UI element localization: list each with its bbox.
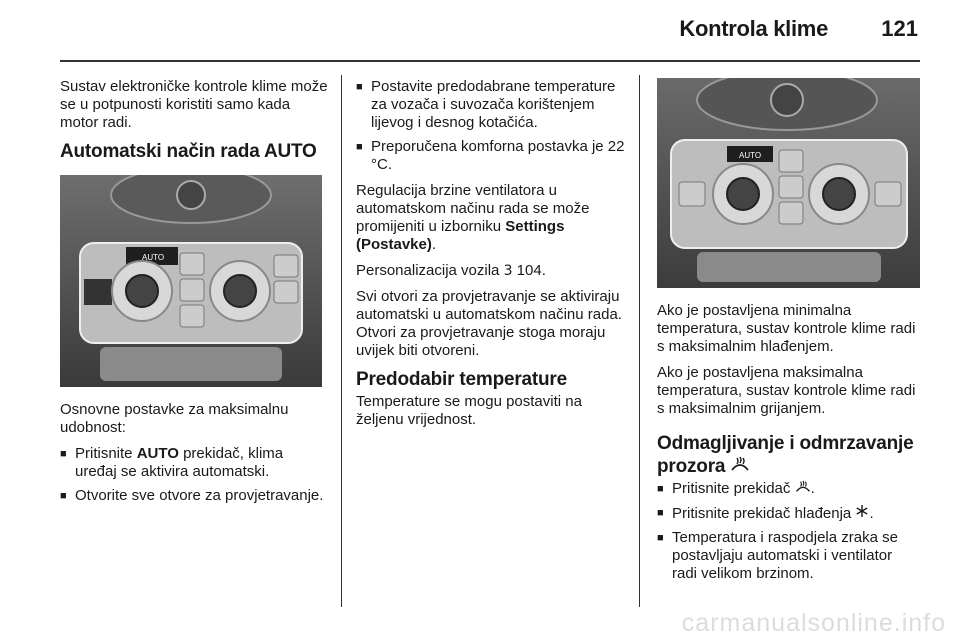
- max-temp-paragraph: Ako je postavljena maksimalna temperatura, sustav kontrole klime radi s maksimalnim grijanjem.: [657, 364, 916, 417]
- personalization-paragraph: Personalizacija vozila 3 104.: [356, 262, 546, 279]
- defrost-steps-list: [657, 480, 920, 583]
- fan-speed-paragraph: Regulacija brzine ventilatora u automatskom načinu rada se može promijeniti u izborniku Settings (Postavke).: [356, 182, 590, 253]
- auto-button: AUTO: [739, 151, 762, 160]
- section-heading-defrost: Odmagljivanje i odmrzavanje prozora: [657, 433, 914, 477]
- list-item: ■ Pritisnite prekidač .: [657, 480, 920, 498]
- watermark: carmanualsonline.info: [681, 609, 946, 637]
- list-item: ■ Postavite predodabrane temperature za vozača i suvozača korištenjem lijevog i desnog kotačića.: [356, 78, 628, 132]
- column-divider: [341, 75, 342, 607]
- list-item: ■ Otvorite sve otvore za provjetravanje.: [60, 487, 328, 505]
- page-number: 121: [881, 16, 918, 41]
- fan-button: [84, 279, 112, 305]
- vents-paragraph: Svi otvori za provjetravanje se aktiviraju automatski u automatskom načinu rada. Otvori za provjetravanje stoga moraju uvijek biti otvoreni.: [356, 288, 622, 359]
- climate-panel-illustration: [60, 175, 322, 387]
- section-heading-preselect: Predodabir temperature: [356, 369, 567, 390]
- temperature-steps-list: [356, 78, 628, 174]
- list-item: ■ Preporučena komforna postavka je 22 °C.: [356, 138, 628, 174]
- climate-panel-photo-right: [657, 78, 920, 288]
- climate-panel-photo-left: [60, 175, 322, 387]
- list-item: ■ Temperatura i raspodjela zraka se postavljaju automatski i ventilator radi velikom brzinom.: [657, 529, 920, 583]
- column-2: [356, 78, 628, 437]
- column-divider: [639, 75, 640, 607]
- defrost-windshield-icon: [730, 456, 750, 472]
- intro-paragraph: Sustav elektroničke kontrole klime može se u potpunosti koristiti samo kada motor radi.: [60, 78, 328, 131]
- basic-settings-text: Osnovne postavke za maksimalnu udobnost:: [60, 401, 289, 436]
- column-1: [60, 78, 328, 513]
- svg-text:AUTO: AUTO: [142, 253, 165, 262]
- list-item: ■ Pritisnite prekidač hlađenja .: [657, 504, 920, 523]
- section-heading-auto: Automatski način rada AUTO: [60, 141, 317, 162]
- defrost-windshield-icon: [795, 480, 811, 493]
- min-temp-paragraph: Ako je postavljena minimalna temperatura, sustav kontrole klime radi s maksimalnim hlađenjem.: [657, 302, 916, 355]
- page-reference-arrow-icon: 3: [503, 263, 513, 279]
- column-3: [657, 78, 920, 591]
- auto-steps-list: [60, 445, 328, 505]
- temperature-paragraph: Temperature se mogu postaviti na željenu vrijednost.: [356, 393, 582, 428]
- header-divider: [60, 60, 920, 62]
- list-item: ■ Pritisnite AUTO prekidač, klima uređaj se aktivira automatski.: [60, 445, 328, 481]
- page-title: Kontrola klime: [679, 16, 828, 41]
- snowflake-cooling-icon: [855, 504, 869, 518]
- climate-panel-illustration: [657, 78, 920, 288]
